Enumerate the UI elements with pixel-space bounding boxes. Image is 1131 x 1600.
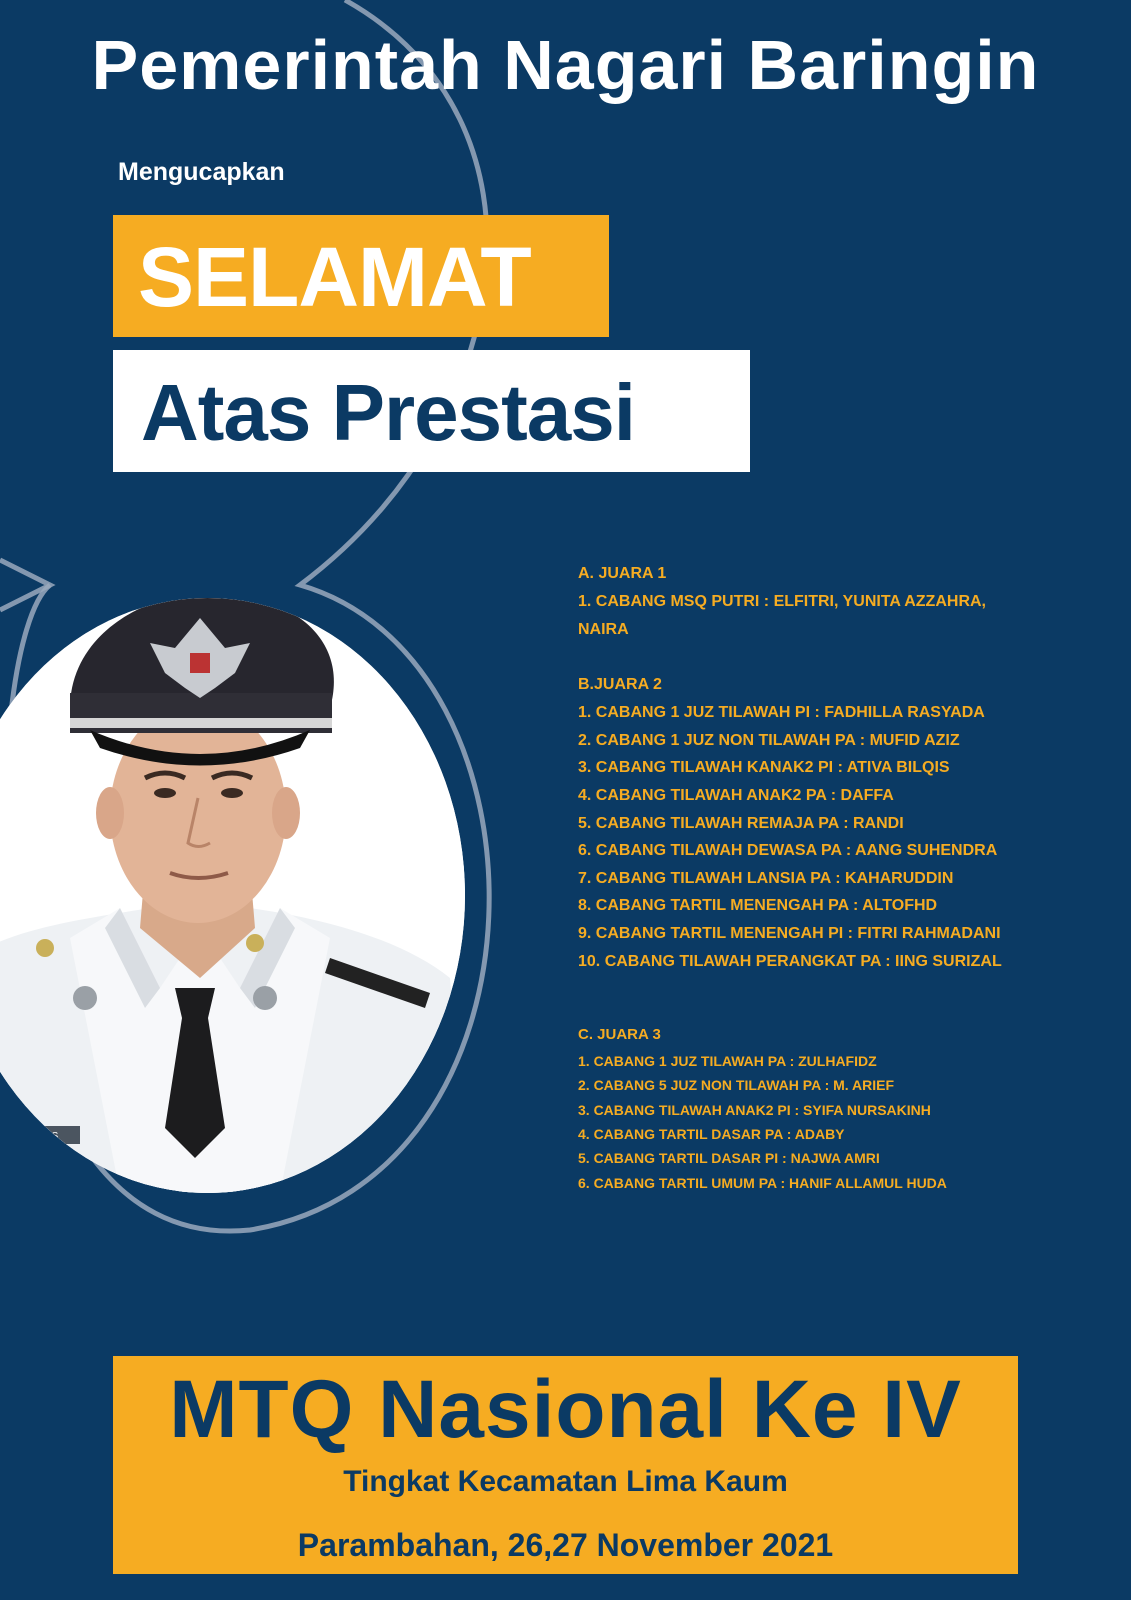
selamat-banner [113,215,609,337]
list-item: 1. CABANG MSQ PUTRI : ELFITRI, YUNITA AZZAHRA, [578,593,986,610]
list-item: 7. CABANG TILAWAH LANSIA PA : KAHARUDDIN [578,869,954,887]
list-item: NAIRA [578,620,629,638]
section-heading-juara-2: B.JUARA 2 [578,676,662,694]
name-tag-text: IDRIS [31,1131,59,1142]
event-level: Tingkat Kecamatan Lima Kaum [343,1465,788,1498]
prestasi-text: Atas Prestasi [141,368,635,457]
list-item: 5. CABANG TILAWAH REMAJA PA : RANDI [578,814,904,832]
list-item: 2. CABANG 1 JUZ NON TILAWAH PA : MUFID AZIZ [578,731,960,749]
page-title: Pemerintah Nagari Baringin [91,26,1040,104]
list-item: 6. CABANG TARTIL UMUM PA : HANIF ALLAMUL HUDA [578,1174,947,1191]
list-item: 4. CABANG TARTIL DASAR PA : ADABY [578,1126,845,1143]
list-item: 1. CABANG 1 JUZ TILAWAH PA : ZULHAFIDZ [578,1053,877,1070]
list-item: 10. CABANG TILAWAH PERANGKAT PA : IING SURIZAL [578,952,1002,970]
list-item: 1. CABANG 1 JUZ TILAWAH PI : FADHILLA RASYADA [578,704,985,722]
official-portrait [0,598,465,1193]
list-item: 3. CABANG TILAWAH KANAK2 PI : ATIVA BILQIS [578,759,950,777]
portrait-illustration [0,598,465,1193]
list-item: 8. CABANG TARTIL MENENGAH PA : ALTOFHD [578,897,938,915]
section-heading-juara-3: C. JUARA 3 [578,1026,661,1044]
intro-text: Mengucapkan [118,158,285,186]
results-list [578,560,1118,1195]
event-name: MTQ Nasional Ke IV [169,1364,962,1455]
list-item: 3. CABANG TILAWAH ANAK2 PI : SYIFA NURSAKINH [578,1101,931,1118]
selamat-text: SELAMAT [138,230,531,324]
event-banner [113,1356,1018,1574]
section-heading-juara-1: A. JUARA 1 [578,565,667,582]
list-item: 4. CABANG TILAWAH ANAK2 PA : DAFFA [578,786,894,804]
list-item: 2. CABANG 5 JUZ NON TILAWAH PA : M. ARIEF [578,1077,895,1094]
prestasi-banner [113,350,750,472]
list-item: 9. CABANG TARTIL MENENGAH PI : FITRI RAHMADANI [578,924,1001,942]
event-place-date: Parambahan, 26,27 November 2021 [297,1527,834,1563]
list-item: 6. CABANG TILAWAH DEWASA PA : AANG SUHENDRA [578,842,998,860]
list-item: 5. CABANG TARTIL DASAR PI : NAJWA AMRI [578,1150,880,1167]
